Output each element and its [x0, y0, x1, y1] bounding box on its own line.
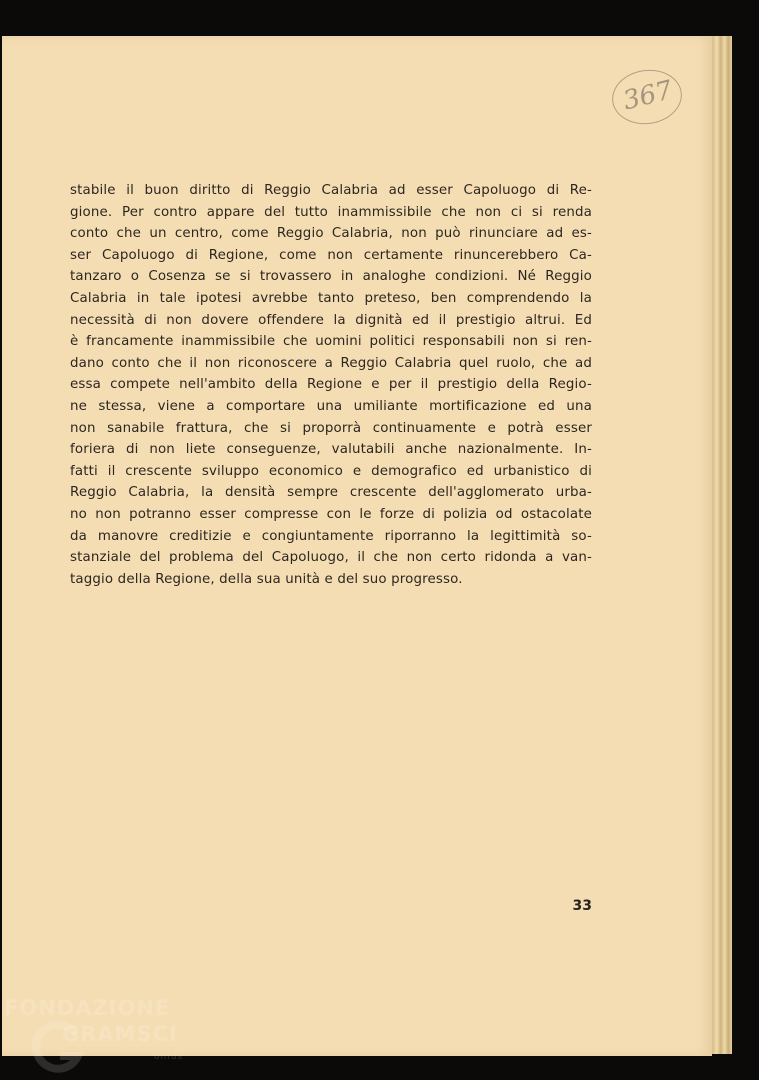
text-line: dano conto che il non riconoscere a Reggio Calabria quel ruolo, che ad [70, 355, 592, 371]
watermark-line3: onlus [154, 1052, 184, 1062]
text-line: Calabria in tale ipotesi avrebbe tanto preteso, ben comprendendo la [70, 290, 592, 306]
text-line: non sanabile frattura, che si proporrà continuamente e potrà esser [70, 420, 592, 436]
text-line: fatti il crescente sviluppo economico e demografico ed urbanistico di [70, 463, 592, 479]
text-line: conto che un centro, come Reggio Calabria, non può rinunciare ad es- [70, 226, 592, 242]
page-number: 33 [572, 898, 592, 914]
text-line: Reggio Calabria, la densità sempre crescente dell'agglomerato urba- [70, 485, 592, 501]
text-line: tanzaro o Cosenza se si trovassero in analoghe condizioni. Né Reggio [70, 269, 592, 285]
text-line: è francamente inammissibile che uomini politici responsabili non si ren- [70, 334, 592, 350]
text-line: taggio della Regione, della sua unità e del suo progresso. [70, 571, 463, 587]
text-line: no non potranno esser compresse con le forze di polizia od ostacolate [70, 506, 592, 522]
watermark-line1: FONDAZIONE [4, 996, 171, 1020]
text-line: stanziale del problema del Capoluogo, il che non certo ridonda a van- [70, 550, 592, 566]
body-paragraph [70, 180, 592, 590]
text-line: da manovre creditizie e congiuntamente riporranno la legittimità so- [70, 528, 592, 544]
watermark [4, 996, 194, 1076]
text-line: ne stessa, viene a comportare una umiliante mortificazione ed una [70, 398, 592, 414]
folio-number: 367 [620, 75, 676, 117]
text-line: necessità di non dovere offendere la dignità ed il prestigio altrui. Ed [70, 312, 592, 328]
text-line: stabile il buon diritto di Reggio Calabria ad esser Capoluogo di Re- [70, 183, 592, 198]
text-line: gione. Per contro appare del tutto inammissibile che non ci si renda [70, 204, 592, 220]
text-line: ser Capoluogo di Regione, come non certamente rinuncerebbero Ca- [70, 247, 592, 263]
text-line: foriera di non liete conseguenze, valutabili anche nazionalmente. In- [70, 442, 592, 458]
watermark-line2: GRAMSCI [62, 1022, 178, 1046]
text-line: essa compete nell'ambito della Regione e per il prestigio della Regio- [70, 377, 592, 393]
